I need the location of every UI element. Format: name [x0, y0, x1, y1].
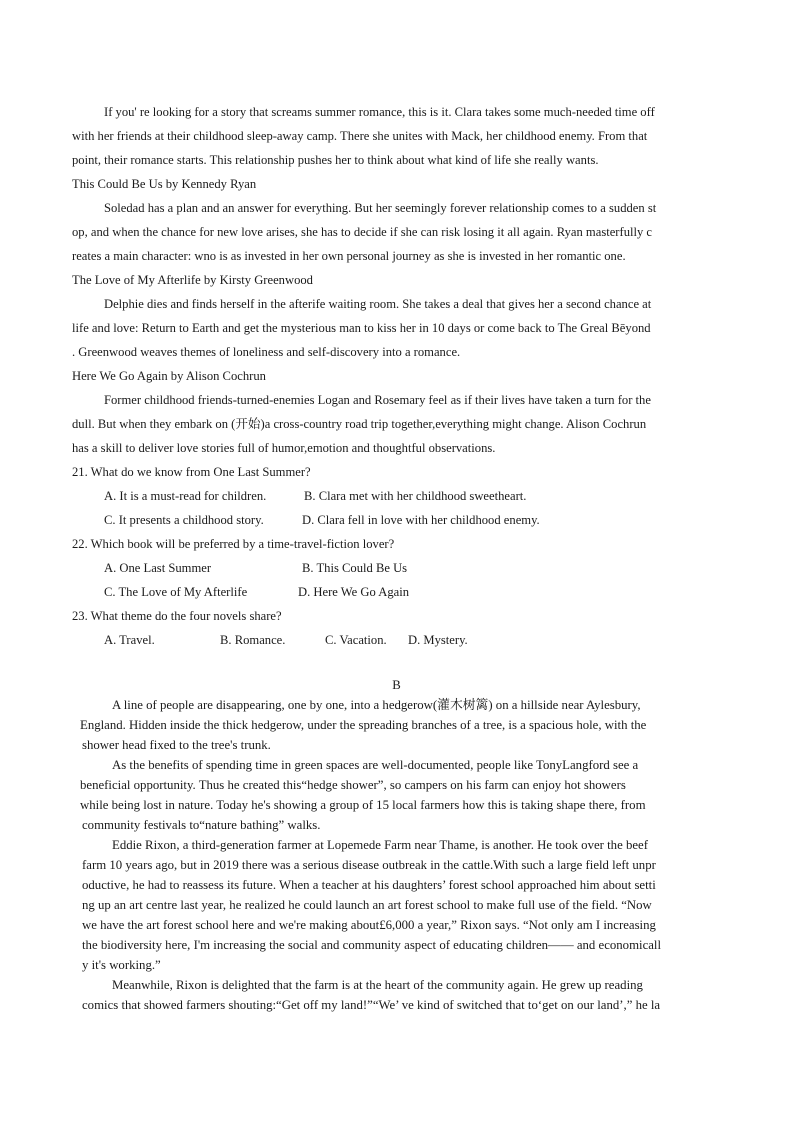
answer-option: D. Here We Go Again: [298, 585, 410, 599]
answer-option: A. It is a must-read for children.: [104, 489, 267, 503]
passage-line: the biodiversity here, I'm increasing the social and community aspect of educating children—— and economicall: [82, 938, 662, 952]
answer-option: A. Travel.: [104, 633, 155, 647]
passage-line: Soledad has a plan and an answer for everything. But her seemingly forever relationship comes to a sudden st: [104, 201, 657, 215]
passage-line: dull. But when they embark on (开始)a cross-country road trip together,everything might change. Alison Cochrun: [72, 417, 647, 431]
book-title: The Love of My Afterlife by Kirsty Greenwood: [72, 273, 313, 287]
answer-option: A. One Last Summer: [104, 561, 212, 575]
passage-line: oductive, he had to reassess its future. When a teacher at his daughters’ forest school approached him about setti: [82, 878, 656, 892]
question-stem: 22. Which book will be preferred by a time-travel-fiction lover?: [72, 537, 395, 551]
passage-line: beneficial opportunity. Thus he created this“hedge shower”, so campers on his farm can enjoy hot showers: [80, 778, 626, 792]
answer-option: C. Vacation.: [325, 633, 387, 647]
passage-line: If you' re looking for a story that screams summer romance, this is it. Clara takes some much-needed time off: [104, 105, 655, 119]
passage-line: life and love: Return to Earth and get the mysterious man to kiss her in 10 days or come back to The Greal Bēyond: [72, 321, 651, 335]
answer-option: D. Mystery.: [408, 633, 468, 647]
answer-option: B. Romance.: [220, 633, 286, 647]
question-stem: 21. What do we know from One Last Summer?: [72, 465, 311, 479]
section-heading: B: [392, 678, 401, 692]
passage-line: England. Hidden inside the thick hedgerow, under the spreading branches of a tree, is a spacious hole, with the: [80, 718, 647, 732]
passage-line: Delphie dies and finds herself in the afterife waiting room. She takes a deal that gives her a second chance at: [104, 297, 652, 311]
passage-line: shower head fixed to the tree's trunk.: [82, 738, 271, 752]
passage-line: Eddie Rixon, a third-generation farmer at Lopemede Farm near Thame, is another. He took over the beef: [112, 838, 648, 852]
passage-line: y it's working.”: [82, 958, 161, 972]
passage-line: we have the art forest school here and we're making about£6,000 a year,” Rixon says. “Not only am I increasing: [82, 918, 656, 932]
passage-line: while being lost in nature. Today he's showing a group of 15 local farmers how this is taking shape there, from: [80, 798, 646, 812]
passage-line: has a skill to deliver love stories full of humor,emotion and thoughtful observations.: [72, 441, 496, 455]
passage-line: ng up an art centre last year, he realized he could launch an art forest school to make full use of the field. “Now: [82, 898, 652, 912]
answer-option: D. Clara fell in love with her childhood enemy.: [302, 513, 540, 527]
answer-option: C. The Love of My Afterlife: [104, 585, 248, 599]
answer-option: B. Clara met with her childhood sweetheart.: [304, 489, 527, 503]
passage-line: comics that showed farmers shouting:“Get off my land!”“We’ ve kind of switched that to‘get on our land’,” he la: [82, 998, 661, 1012]
book-title: This Could Be Us by Kennedy Ryan: [72, 177, 257, 191]
answer-option: C. It presents a childhood story.: [104, 513, 264, 527]
passage-line: farm 10 years ago, but in 2019 there was a serious disease outbreak in the cattle.With such a large field left unpr: [82, 858, 656, 872]
passage-line: Meanwhile, Rixon is delighted that the farm is at the heart of the community again. He grew up reading: [112, 978, 643, 992]
book-title: Here We Go Again by Alison Cochrun: [72, 369, 266, 383]
passage-line: . Greenwood weaves themes of loneliness and self-discovery into a romance.: [72, 345, 461, 359]
answer-option: B. This Could Be Us: [302, 561, 408, 575]
passage-line: Former childhood friends-turned-enemies Logan and Rosemary feel as if their lives have taken a turn for the: [104, 393, 651, 407]
passage-line: with her friends at their childhood sleep-away camp. There she unites with Mack, her childhood enemy. From that: [72, 129, 648, 143]
passage-line: op, and when the chance for new love arises, she has to decide if she can risk losing it all again. Ryan masterfully c: [72, 225, 653, 239]
passage-line: As the benefits of spending time in green spaces are well-documented, people like TonyLangford see a: [112, 758, 639, 772]
passage-line: reates a main character: wno is as invested in her own personal journey as she is invested in her romantic one.: [72, 249, 626, 263]
question-stem: 23. What theme do the four novels share?: [72, 609, 282, 623]
passage-line: community festivals to“nature bathing” walks.: [82, 818, 321, 832]
passage-line: A line of people are disappearing, one by one, into a hedgerow(灌木树篱) on a hillside near Aylesbury,: [112, 698, 641, 712]
passage-line: point, their romance starts. This relationship pushes her to think about what kind of life she really wants.: [72, 153, 599, 167]
